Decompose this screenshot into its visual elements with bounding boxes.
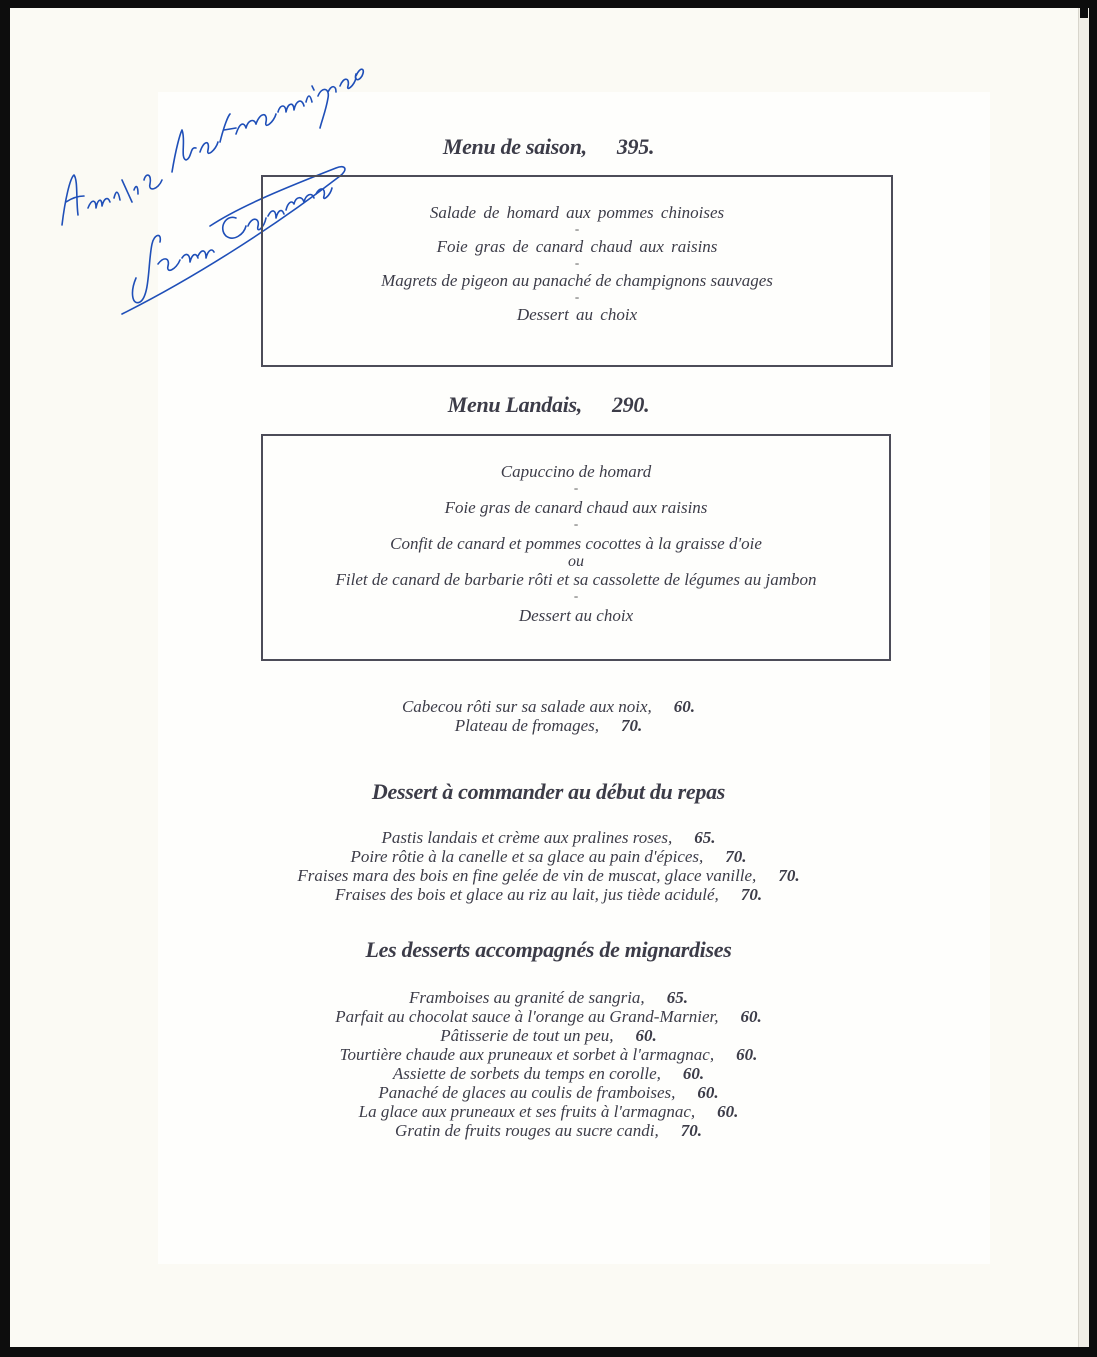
menu-landais-box	[261, 434, 891, 661]
item-name: Plateau de fromages,	[454, 716, 600, 735]
menu-landais-dish: Confit de canard et pommes cocottes à la graisse d'oie	[390, 534, 762, 553]
item-name: Framboises au granité de sangria,	[409, 988, 645, 1007]
list-item	[0, 988, 1097, 1007]
list-item	[0, 1007, 1097, 1026]
menu-saison-box	[261, 175, 893, 367]
list-item	[0, 716, 1097, 735]
list-item	[0, 1064, 1097, 1083]
menu-saison-dish: Magrets de pigeon au panaché de champignons sauvages	[381, 271, 773, 290]
menu-saison-dish: Salade de homard aux pommes chinoises	[429, 203, 725, 222]
item-name: Poire rôtie à la canelle et sa glace au pain d'épices,	[350, 847, 704, 866]
menu-landais-heading	[0, 392, 1097, 418]
item-name: Panaché de glaces au coulis de framboises,	[378, 1083, 676, 1102]
menu-saison-title: Menu de saison,	[442, 134, 587, 159]
menu-landais-dish: Capuccino de homard	[500, 462, 652, 481]
item-price: 65.	[666, 988, 688, 1007]
menu-landais-dish: Foie gras de canard chaud aux raisins	[444, 498, 708, 517]
cheese-list	[0, 697, 1097, 735]
list-item	[0, 1102, 1097, 1121]
dish-separator: -	[574, 289, 580, 304]
menu-landais-dish: Filet de canard de barbarie rôti et sa cassolette de légumes au jambon	[335, 570, 817, 589]
dish-separator: -	[574, 221, 580, 236]
item-price: 60.	[635, 1026, 657, 1045]
item-name: Assiette de sorbets du temps en corolle,	[392, 1064, 661, 1083]
menu-landais-price: 290.	[611, 392, 650, 417]
item-name: Pastis landais et crème aux pralines roses,	[381, 828, 673, 847]
desserts-order-list	[0, 828, 1097, 904]
menu-saison-heading	[0, 134, 1097, 160]
list-item	[0, 1045, 1097, 1064]
item-name: Cabecou rôti sur sa salade aux noix,	[401, 697, 652, 716]
desserts-order-heading: Dessert à commander au début du repas	[371, 779, 726, 804]
item-name: Parfait au chocolat sauce à l'orange au Grand-Marnier,	[335, 1007, 719, 1026]
menu-landais-title: Menu Landais,	[447, 392, 582, 417]
list-item	[0, 1083, 1097, 1102]
list-item	[0, 1026, 1097, 1045]
item-price: 60.	[673, 697, 696, 716]
list-item	[0, 828, 1097, 847]
list-item	[0, 697, 1097, 716]
list-item	[0, 847, 1097, 866]
item-name: La glace aux pruneaux et ses fruits à l'armagnac,	[358, 1102, 696, 1121]
item-price: 60.	[717, 1102, 739, 1121]
item-price: 60.	[736, 1045, 758, 1064]
list-item	[0, 885, 1097, 904]
item-price: 70.	[778, 866, 800, 885]
dish-separator: -	[574, 255, 580, 270]
dish-separator: -	[573, 588, 579, 603]
item-price: 70.	[621, 716, 643, 735]
item-name: Tourtière chaude aux pruneaux et sorbet à l'armagnac,	[339, 1045, 715, 1064]
desserts-mignardises-heading: Les desserts accompagnés de mignardises	[365, 937, 732, 962]
menu-saison-dish: Foie gras de canard chaud aux raisins	[436, 237, 718, 256]
dish-separator: -	[573, 480, 579, 495]
corner-chip	[1080, 8, 1088, 18]
dish-separator: -	[573, 516, 579, 531]
page-edge	[1078, 8, 1089, 1347]
desserts-mignardises-list	[0, 988, 1097, 1140]
list-item	[0, 866, 1097, 885]
item-price: 70.	[725, 847, 747, 866]
menu-landais-or: ou	[568, 553, 584, 570]
item-name: Fraises mara des bois en fine gelée de vin de muscat, glace vanille,	[297, 866, 757, 885]
menu-saison-price: 395.	[616, 134, 655, 159]
item-name: Gratin de fruits rouges au sucre candi,	[395, 1121, 659, 1140]
item-price: 60.	[697, 1083, 719, 1102]
item-name: Fraises des bois et glace au riz au lait, jus tiède acidulé,	[334, 885, 719, 904]
item-price: 60.	[740, 1007, 762, 1026]
item-price: 65.	[694, 828, 716, 847]
item-price: 70.	[740, 885, 763, 904]
menu-landais-dish: Dessert au choix	[518, 606, 634, 625]
item-name: Pâtisserie de tout un peu,	[440, 1026, 614, 1045]
menu-saison-dish: Dessert au choix	[516, 305, 638, 324]
item-price: 60.	[682, 1064, 705, 1083]
item-price: 70.	[680, 1121, 702, 1140]
list-item	[0, 1121, 1097, 1140]
